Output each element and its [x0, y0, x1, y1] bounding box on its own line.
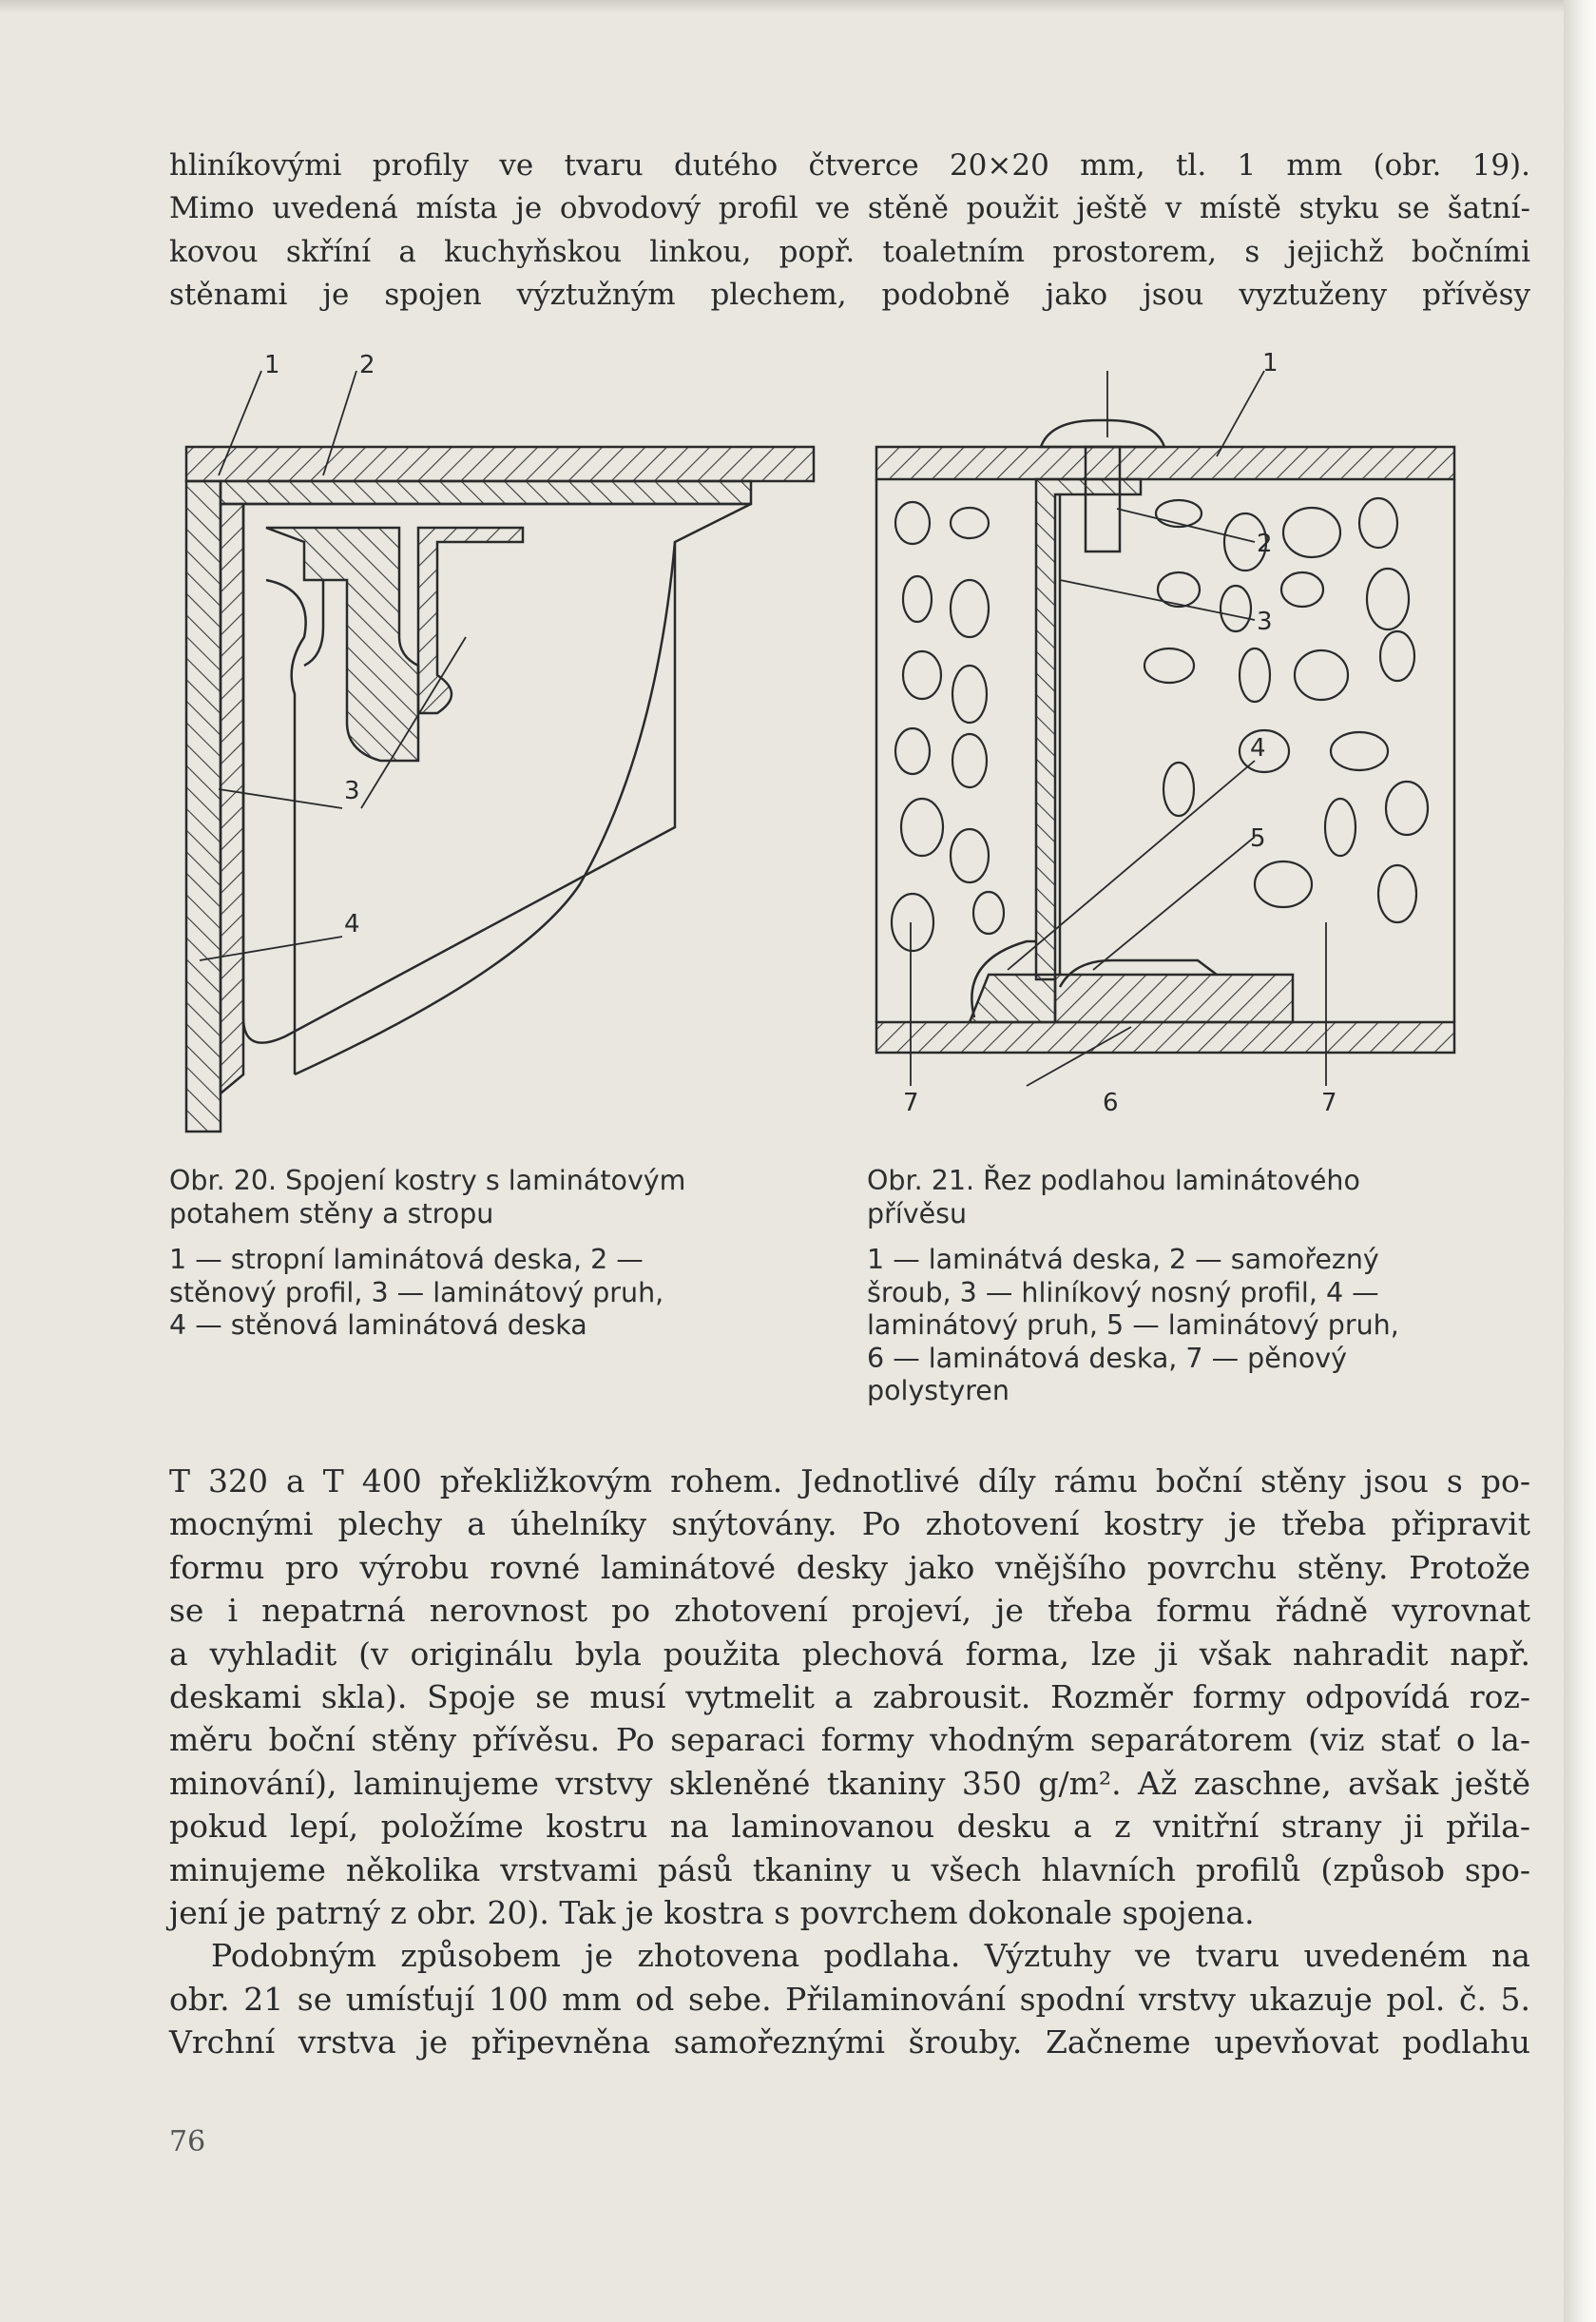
top-paragraph — [169, 145, 1530, 317]
fig21-label-7b: 7 — [1321, 1089, 1337, 1117]
text-line: minování), laminujeme vrstvy skleněné tkaniny 350 g/m². Až zaschne, avšak ještě — [169, 1764, 1530, 1802]
fig21-label-4: 4 — [1250, 734, 1266, 763]
fig20-label-4: 4 — [344, 910, 360, 938]
text-line: kovou skříní a kuchyňskou linkou, popř. toaletním prostorem, s jejichž bočními — [169, 234, 1530, 269]
text-line: T 320 a T 400 překližkovým rohem. Jednotlivé díly rámu boční stěny jsou s po- — [169, 1462, 1530, 1500]
ceiling-plate — [186, 447, 814, 481]
fig21-label-3: 3 — [1257, 608, 1273, 636]
caption-title-line: Obr. 21. Řez podlahou laminátového — [867, 1165, 1360, 1196]
page-top-shadow — [0, 0, 1596, 13]
fig21-label-6: 6 — [1103, 1089, 1119, 1117]
main-paragraph — [169, 1460, 1530, 2064]
text-line: hliníkovými profily ve tvaru dutého čtverce 20×20 mm, tl. 1 mm (obr. 19). — [169, 148, 1530, 183]
caption-legend-line: 1 — laminátvá deska, 2 — samořezný — [867, 1244, 1379, 1275]
fig21-label-1: 1 — [1262, 352, 1279, 377]
figure-21-drawing — [865, 352, 1473, 1141]
fig20-label-1: 1 — [264, 352, 280, 379]
caption-legend-line: laminátový pruh, 5 — laminátový pruh, — [867, 1309, 1399, 1341]
text-line: pokud lepí, položíme kostru na laminovanou desku a z vnitřní strany ji přila- — [169, 1808, 1530, 1846]
text-line: formu pro výrobu rovné laminátové desky jako vnějšího povrchu stěny. Protože — [169, 1548, 1530, 1586]
page-number: 76 — [169, 2125, 206, 2158]
text-line: se i nepatrná nerovnost po zhotovení projeví, je třeba formu řádně vyrovnat — [169, 1592, 1530, 1630]
caption-legend-line: stěnový profil, 3 — laminátový pruh, — [169, 1276, 664, 1308]
figure-20-caption — [169, 1165, 825, 1343]
caption-title-line: Obr. 20. Spojení kostry s laminátovým — [169, 1165, 686, 1196]
text-line: obr. 21 se umísťují 100 mm od sebe. Přilaminování spodní vrstvy ukazuje pol. č. 5. — [169, 1980, 1530, 2018]
text-line: Podobným způsobem je zhotovena podlaha. Výztuhy ve tvaru uvedeném na — [211, 1937, 1530, 1975]
caption-legend-line: 1 — stropní laminátová deska, 2 — — [169, 1244, 644, 1275]
text-line: mocnými plechy a úhelníky snýtovány. Po zhotovení kostry je třeba připravit — [169, 1505, 1530, 1543]
text-line: Mimo uvedená místa je obvodový profil ve stěně použit ještě v místě styku se šatní- — [169, 191, 1530, 226]
page-right-edge — [1564, 0, 1596, 2322]
caption-legend-line: 6 — laminátová deska, 7 — pěnový — [867, 1342, 1348, 1374]
fig21-label-5: 5 — [1250, 824, 1266, 853]
caption-title-line: potahem stěny a stropu — [169, 1197, 494, 1229]
figure-21-caption — [867, 1165, 1532, 1408]
text-line: stěnami je spojen výztužným plechem, podobně jako jsou vyztuženy přívěsy — [169, 277, 1530, 312]
text-line: jení je patrný z obr. 20). Tak je kostra s povrchem dokonale spojena. — [169, 1894, 1255, 1932]
fig20-label-2: 2 — [359, 352, 375, 379]
wall-plate — [186, 481, 221, 1132]
caption-legend-line: polystyren — [867, 1375, 1010, 1406]
caption-legend-line: šroub, 3 — hliníkový nosný profil, 4 — — [867, 1276, 1379, 1308]
text-line: minujeme několika vrstvami pásů tkaniny u všech hlavních profilů (způsob spo- — [169, 1850, 1530, 1888]
text-line: deskami skla). Spoje se musí vytmelit a zabrousit. Rozměr formy odpovídá roz- — [169, 1678, 1530, 1716]
text-line: Vrchní vrstva je připevněna samořeznými šrouby. Začneme upevňovat podlahu — [169, 2023, 1530, 2061]
text-line: a vyhladit (v originálu byla použita plechová forma, lze ji však nahradit např. — [169, 1635, 1530, 1673]
figure-20-drawing — [181, 352, 846, 1141]
text-line: měru boční stěny přívěsu. Po separaci formy vhodným separátorem (viz stať o la- — [169, 1721, 1530, 1759]
caption-legend-line: 4 — stěnová laminátová deska — [169, 1309, 587, 1341]
caption-title-line: přívěsu — [867, 1197, 968, 1229]
fig20-label-3: 3 — [344, 777, 360, 805]
fig21-label-2: 2 — [1257, 530, 1273, 558]
fig21-label-7a: 7 — [903, 1089, 919, 1117]
